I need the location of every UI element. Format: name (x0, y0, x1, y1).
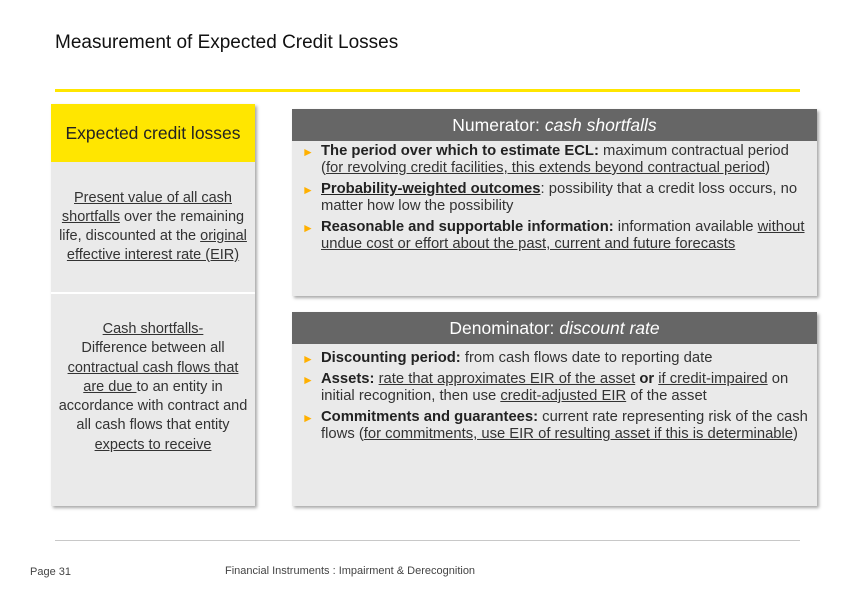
denominator-b2-bold: Assets: (321, 371, 375, 387)
denominator-b2-end: of the asset (626, 388, 707, 404)
cs-part2: Difference between all (81, 340, 225, 357)
denominator-b2-text: on initial recognition, then use (321, 371, 789, 404)
page-number: Page 31 (30, 566, 71, 578)
cs-part4: to an entity in accordance with contract and all cash flows that entity (58, 378, 248, 434)
denominator-b3-bold: Commitments and guarantees: (321, 409, 539, 425)
list-item (302, 181, 813, 215)
numerator-b2-bold: Probability-weighted outcomes (321, 181, 541, 197)
numerator-b2-text: : possibility that a credit loss occurs, no matter how low the possibility (321, 181, 798, 214)
denominator-b2-underlined-1: rate that approximates EIR of the asset (378, 371, 636, 387)
denominator-b2-underlined-3: credit-adjusted EIR (500, 388, 627, 404)
list-item (302, 409, 813, 443)
numerator-b3-underlined: without undue cost or effort about the past, current and future forecasts (321, 219, 805, 252)
ecl-def-part2: over the remaining life, discounted at the (59, 209, 245, 244)
ecl-heading: Expected credit losses (51, 104, 255, 162)
denominator-b1-bold: Discounting period: (321, 350, 461, 366)
numerator-b3-text: information available (613, 219, 758, 235)
numerator-b1-underlined: for revolving credit facilities, this extends beyond contractual period (325, 160, 766, 176)
cs-part3: contractual cash flows that are due (67, 359, 239, 395)
numerator-heading-plain: Numerator: (452, 114, 540, 135)
bullet-arrow-icon: ► (302, 145, 314, 159)
bullet-arrow-icon: ► (302, 373, 314, 387)
numerator-b1-text: maximum contractual period ( (321, 143, 789, 176)
page-title: Measurement of Expected Credit Losses (55, 32, 399, 53)
cash-shortfalls-definition (51, 294, 255, 506)
footer-divider (55, 540, 800, 541)
denominator-b1-text: from cash flows date to reporting date (460, 350, 713, 366)
footer-text: Financial Instruments : Impairment & Derecognition (225, 565, 476, 577)
ecl-definition (51, 162, 255, 292)
denominator-panel (292, 312, 817, 506)
left-column (51, 104, 255, 506)
denominator-b3-underlined: for commitments, use EIR of resulting asset if this is determinable (363, 426, 794, 442)
denominator-b3-text: current rate representing risk of the cash flows ( (321, 409, 808, 442)
numerator-heading-italic: cash shortfalls (544, 114, 657, 135)
bullet-arrow-icon: ► (302, 221, 314, 235)
cs-heading: Cash shortfalls- (102, 321, 204, 337)
title-underline (55, 89, 800, 92)
list-item (302, 143, 813, 177)
numerator-b3-bold: Reasonable and supportable information: (321, 219, 614, 235)
cs-part5: expects to receive (94, 436, 212, 453)
list-item (302, 219, 813, 253)
denominator-heading-plain: Denominator: (449, 317, 555, 338)
bullet-arrow-icon: ► (302, 183, 314, 197)
list-item (302, 350, 813, 367)
ecl-def-part3: original effective interest rate (EIR) (66, 228, 247, 263)
denominator-b2-or: or (635, 371, 659, 387)
denominator-heading (292, 312, 817, 344)
bullet-arrow-icon: ► (302, 411, 314, 425)
ecl-def-part1: Present value of all cash shortfalls (61, 190, 232, 225)
denominator-b3-close: ) (793, 426, 798, 442)
numerator-b1-bold: The period over which to estimate ECL: (321, 143, 599, 159)
denominator-b2-underlined-2: if credit-impaired (658, 371, 768, 387)
numerator-b1-close: ) (765, 160, 771, 176)
denominator-heading-italic: discount rate (559, 317, 660, 338)
bullet-arrow-icon: ► (302, 352, 314, 366)
numerator-heading (292, 109, 817, 141)
numerator-panel (292, 109, 817, 296)
list-item (302, 371, 813, 405)
